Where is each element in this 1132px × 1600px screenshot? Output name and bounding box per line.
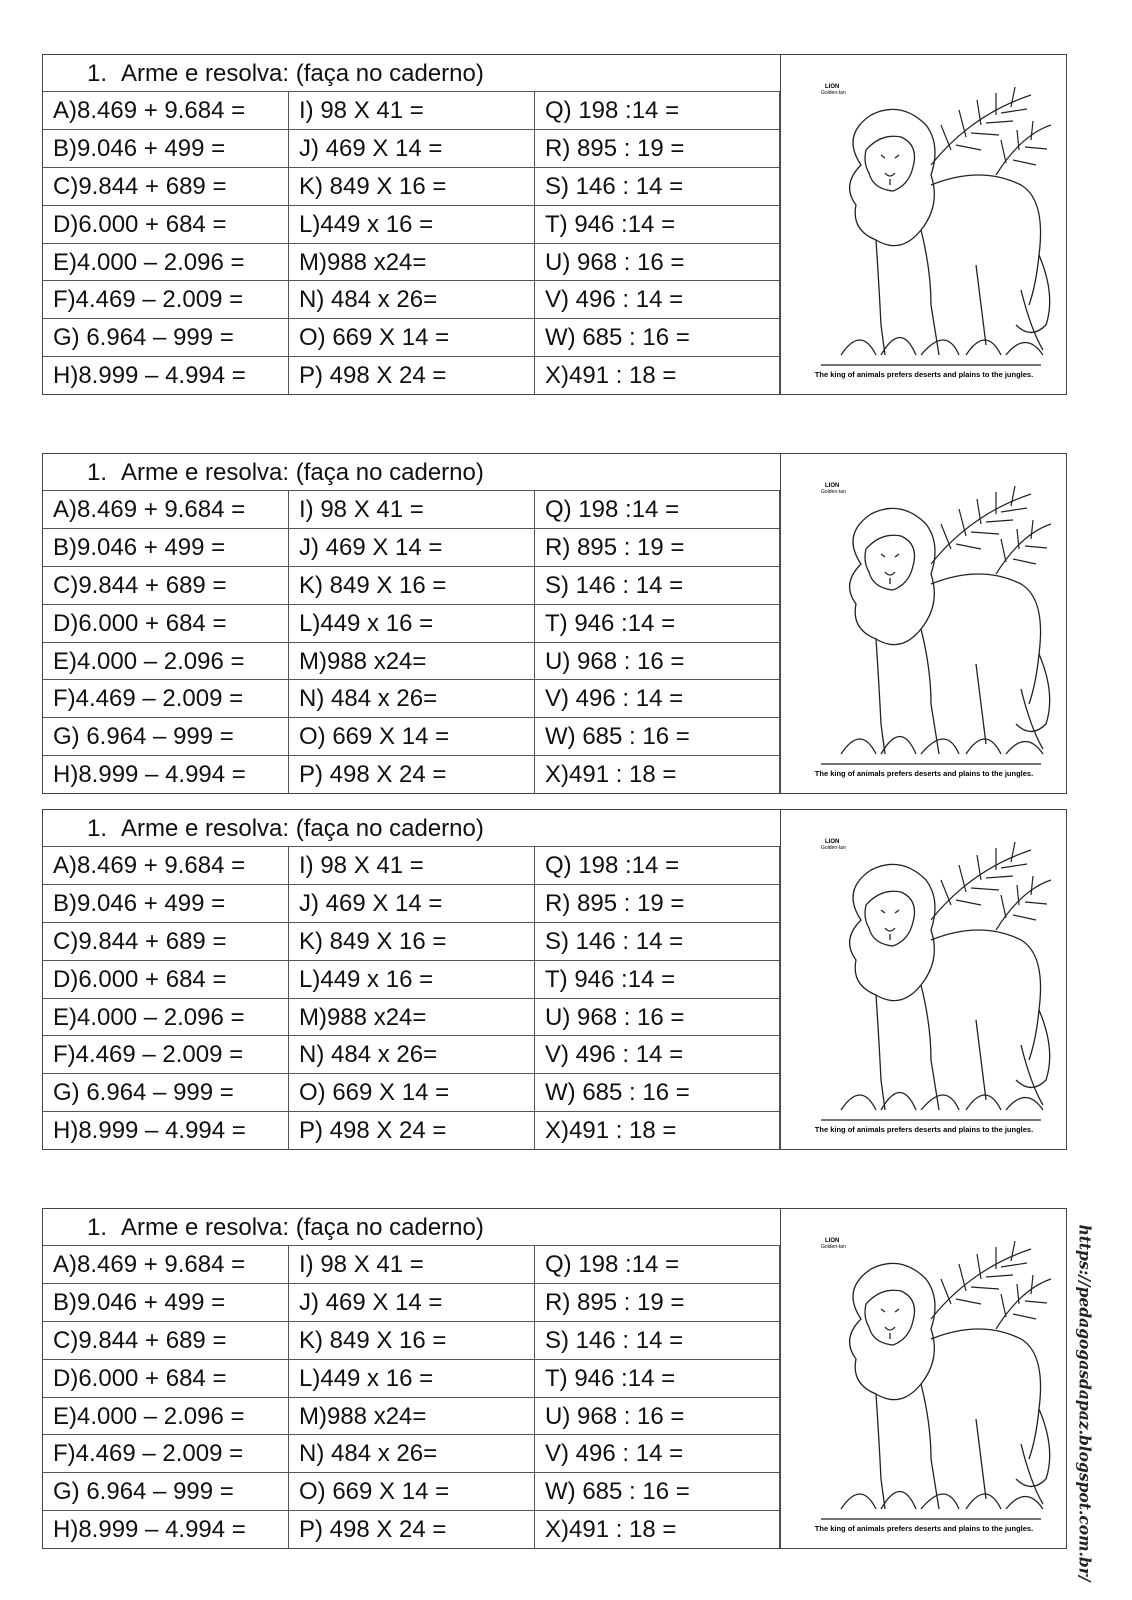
problem-cell: N) 484 x 26=: [289, 1036, 535, 1073]
exercise-table: [43, 454, 780, 793]
problem-cell: P) 498 X 24 =: [289, 756, 535, 794]
problem-cell: C)9.844 + 689 =: [43, 567, 289, 604]
problem-cell: F)4.469 – 2.009 =: [43, 1435, 289, 1472]
exercise-table: [43, 810, 780, 1149]
instruction-header: [43, 810, 780, 847]
problem-cell: L)449 x 16 =: [289, 1360, 535, 1397]
instruction-text: Arme e resolva: (faça no caderno): [121, 459, 484, 486]
lion-icon: [781, 55, 1067, 393]
table-row: [43, 756, 780, 794]
exercise-table: [43, 1209, 780, 1548]
problem-cell: M)988 x24=: [289, 999, 535, 1036]
lion-icon: [781, 454, 1067, 792]
problem-cell: E)4.000 – 2.096 =: [43, 244, 289, 281]
problem-cell: M)988 x24=: [289, 643, 535, 680]
problem-cell: V) 496 : 14 =: [535, 1036, 780, 1073]
problem-cell: X)491 : 18 =: [535, 1511, 780, 1549]
source-url: https://pedagogasdapaz.blogspot.com.br/: [1075, 1224, 1095, 1582]
problem-rows: [43, 847, 780, 1150]
illustration-label-title: LION: [825, 84, 840, 90]
exercise-table: [43, 55, 780, 394]
problem-cell: G) 6.964 – 999 =: [43, 718, 289, 755]
problem-cell: S) 146 : 14 =: [535, 567, 780, 604]
table-row: [43, 1074, 780, 1112]
problem-cell: S) 146 : 14 =: [535, 168, 780, 205]
problem-cell: D)6.000 + 684 =: [43, 605, 289, 642]
problem-rows: [43, 92, 780, 395]
lion-icon: [781, 1209, 1067, 1547]
problem-cell: C)9.844 + 689 =: [43, 168, 289, 205]
problem-cell: I) 98 X 41 =: [289, 847, 535, 884]
problem-cell: H)8.999 – 4.994 =: [43, 1112, 289, 1150]
lion-illustration: [780, 454, 1066, 793]
illustration-caption: The king of animals prefers deserts and plains to the jungles.: [814, 769, 1034, 778]
problem-cell: A)8.469 + 9.684 =: [43, 92, 289, 129]
problem-cell: J) 469 X 14 =: [289, 1284, 535, 1321]
problem-cell: G) 6.964 – 999 =: [43, 1473, 289, 1510]
problem-cell: K) 849 X 16 =: [289, 168, 535, 205]
illustration-label-sub: Golden-tan: [821, 845, 846, 851]
table-row: [43, 319, 780, 357]
problem-cell: Q) 198 :14 =: [535, 847, 780, 884]
table-row: [43, 1246, 780, 1284]
problem-cell: A)8.469 + 9.684 =: [43, 1246, 289, 1283]
table-row: [43, 999, 780, 1037]
problem-cell: V) 496 : 14 =: [535, 680, 780, 717]
problem-cell: P) 498 X 24 =: [289, 357, 535, 395]
instruction-header: [43, 55, 780, 92]
problem-cell: W) 685 : 16 =: [535, 319, 780, 356]
problem-cell: E)4.000 – 2.096 =: [43, 999, 289, 1036]
instruction-text: Arme e resolva: (faça no caderno): [121, 60, 484, 87]
problem-cell: K) 849 X 16 =: [289, 923, 535, 960]
problem-cell: E)4.000 – 2.096 =: [43, 1398, 289, 1435]
instruction-number: 1.: [87, 815, 108, 842]
problem-rows: [43, 491, 780, 794]
problem-cell: R) 895 : 19 =: [535, 529, 780, 566]
illustration-label-sub: Golden-tan: [821, 489, 846, 495]
table-row: [43, 281, 780, 319]
lion-illustration: [780, 55, 1066, 394]
problem-cell: U) 968 : 16 =: [535, 244, 780, 281]
table-row: [43, 529, 780, 567]
illustration-label-sub: Golden-tan: [821, 1244, 846, 1250]
problem-cell: B)9.046 + 499 =: [43, 130, 289, 167]
table-row: [43, 1284, 780, 1322]
problem-cell: B)9.046 + 499 =: [43, 1284, 289, 1321]
problem-cell: T) 946 :14 =: [535, 961, 780, 998]
problem-cell: U) 968 : 16 =: [535, 1398, 780, 1435]
problem-cell: Q) 198 :14 =: [535, 92, 780, 129]
problem-cell: T) 946 :14 =: [535, 206, 780, 243]
exercise-card: [42, 809, 1067, 1150]
problem-cell: J) 469 X 14 =: [289, 130, 535, 167]
table-row: [43, 1435, 780, 1473]
instruction-number: 1.: [87, 459, 108, 486]
problem-cell: B)9.046 + 499 =: [43, 529, 289, 566]
table-row: [43, 244, 780, 282]
problem-cell: N) 484 x 26=: [289, 1435, 535, 1472]
table-row: [43, 605, 780, 643]
problem-cell: A)8.469 + 9.684 =: [43, 491, 289, 528]
instruction-number: 1.: [87, 1214, 108, 1241]
table-row: [43, 168, 780, 206]
table-row: [43, 1360, 780, 1398]
problem-cell: O) 669 X 14 =: [289, 718, 535, 755]
exercise-card: [42, 54, 1067, 395]
problem-cell: F)4.469 – 2.009 =: [43, 680, 289, 717]
problem-cell: L)449 x 16 =: [289, 605, 535, 642]
problem-cell: W) 685 : 16 =: [535, 718, 780, 755]
problem-cell: R) 895 : 19 =: [535, 130, 780, 167]
table-row: [43, 206, 780, 244]
problem-cell: X)491 : 18 =: [535, 357, 780, 395]
problem-cell: L)449 x 16 =: [289, 206, 535, 243]
problem-cell: V) 496 : 14 =: [535, 281, 780, 318]
table-row: [43, 357, 780, 395]
table-row: [43, 718, 780, 756]
problem-cell: F)4.469 – 2.009 =: [43, 281, 289, 318]
problem-cell: H)8.999 – 4.994 =: [43, 1511, 289, 1549]
illustration-label-title: LION: [825, 1238, 840, 1244]
table-row: [43, 567, 780, 605]
table-row: [43, 1511, 780, 1549]
problem-cell: F)4.469 – 2.009 =: [43, 1036, 289, 1073]
problem-cell: N) 484 x 26=: [289, 281, 535, 318]
problem-cell: G) 6.964 – 999 =: [43, 319, 289, 356]
problem-cell: K) 849 X 16 =: [289, 1322, 535, 1359]
table-row: [43, 92, 780, 130]
problem-cell: W) 685 : 16 =: [535, 1074, 780, 1111]
instruction-text: Arme e resolva: (faça no caderno): [121, 815, 484, 842]
problem-cell: R) 895 : 19 =: [535, 885, 780, 922]
table-row: [43, 130, 780, 168]
instruction-number: 1.: [87, 60, 108, 87]
problem-cell: O) 669 X 14 =: [289, 1074, 535, 1111]
instruction-header: [43, 454, 780, 491]
illustration-label-title: LION: [825, 483, 840, 489]
table-row: [43, 847, 780, 885]
exercise-card: [42, 1208, 1067, 1549]
problem-cell: C)9.844 + 689 =: [43, 923, 289, 960]
table-row: [43, 1036, 780, 1074]
problem-cell: A)8.469 + 9.684 =: [43, 847, 289, 884]
problem-cell: S) 146 : 14 =: [535, 923, 780, 960]
problem-cell: M)988 x24=: [289, 1398, 535, 1435]
illustration-caption: The king of animals prefers deserts and plains to the jungles.: [814, 1125, 1034, 1134]
problem-cell: K) 849 X 16 =: [289, 567, 535, 604]
table-row: [43, 1112, 780, 1150]
problem-cell: J) 469 X 14 =: [289, 885, 535, 922]
problem-cell: M)988 x24=: [289, 244, 535, 281]
problem-cell: I) 98 X 41 =: [289, 491, 535, 528]
problem-cell: U) 968 : 16 =: [535, 999, 780, 1036]
problem-cell: P) 498 X 24 =: [289, 1511, 535, 1549]
table-row: [43, 1473, 780, 1511]
problem-cell: T) 946 :14 =: [535, 605, 780, 642]
illustration-caption: The king of animals prefers deserts and plains to the jungles.: [814, 370, 1034, 379]
problem-cell: J) 469 X 14 =: [289, 529, 535, 566]
problem-cell: L)449 x 16 =: [289, 961, 535, 998]
problem-cell: O) 669 X 14 =: [289, 1473, 535, 1510]
problem-cell: R) 895 : 19 =: [535, 1284, 780, 1321]
lion-illustration: [780, 810, 1066, 1149]
problem-cell: D)6.000 + 684 =: [43, 961, 289, 998]
problem-cell: S) 146 : 14 =: [535, 1322, 780, 1359]
problem-cell: E)4.000 – 2.096 =: [43, 643, 289, 680]
problem-cell: X)491 : 18 =: [535, 756, 780, 794]
problem-cell: D)6.000 + 684 =: [43, 1360, 289, 1397]
lion-illustration: [780, 1209, 1066, 1548]
instruction-text: Arme e resolva: (faça no caderno): [121, 1214, 484, 1241]
problem-cell: C)9.844 + 689 =: [43, 1322, 289, 1359]
problem-cell: U) 968 : 16 =: [535, 643, 780, 680]
problem-cell: I) 98 X 41 =: [289, 1246, 535, 1283]
problem-cell: G) 6.964 – 999 =: [43, 1074, 289, 1111]
illustration-label-sub: Golden-tan: [821, 90, 846, 96]
problem-cell: H)8.999 – 4.994 =: [43, 357, 289, 395]
problem-cell: V) 496 : 14 =: [535, 1435, 780, 1472]
problem-cell: N) 484 x 26=: [289, 680, 535, 717]
table-row: [43, 1322, 780, 1360]
instruction-header: [43, 1209, 780, 1246]
problem-cell: O) 669 X 14 =: [289, 319, 535, 356]
problem-cell: B)9.046 + 499 =: [43, 885, 289, 922]
table-row: [43, 680, 780, 718]
lion-icon: [781, 810, 1067, 1148]
table-row: [43, 643, 780, 681]
exercise-card: [42, 453, 1067, 794]
problem-cell: H)8.999 – 4.994 =: [43, 756, 289, 794]
problem-cell: P) 498 X 24 =: [289, 1112, 535, 1150]
problem-cell: I) 98 X 41 =: [289, 92, 535, 129]
problem-cell: W) 685 : 16 =: [535, 1473, 780, 1510]
table-row: [43, 961, 780, 999]
table-row: [43, 885, 780, 923]
problem-cell: Q) 198 :14 =: [535, 491, 780, 528]
table-row: [43, 491, 780, 529]
problem-cell: T) 946 :14 =: [535, 1360, 780, 1397]
problem-cell: D)6.000 + 684 =: [43, 206, 289, 243]
problem-cell: X)491 : 18 =: [535, 1112, 780, 1150]
table-row: [43, 923, 780, 961]
illustration-label-title: LION: [825, 839, 840, 845]
problem-rows: [43, 1246, 780, 1549]
table-row: [43, 1398, 780, 1436]
illustration-caption: The king of animals prefers deserts and plains to the jungles.: [814, 1524, 1034, 1533]
problem-cell: Q) 198 :14 =: [535, 1246, 780, 1283]
